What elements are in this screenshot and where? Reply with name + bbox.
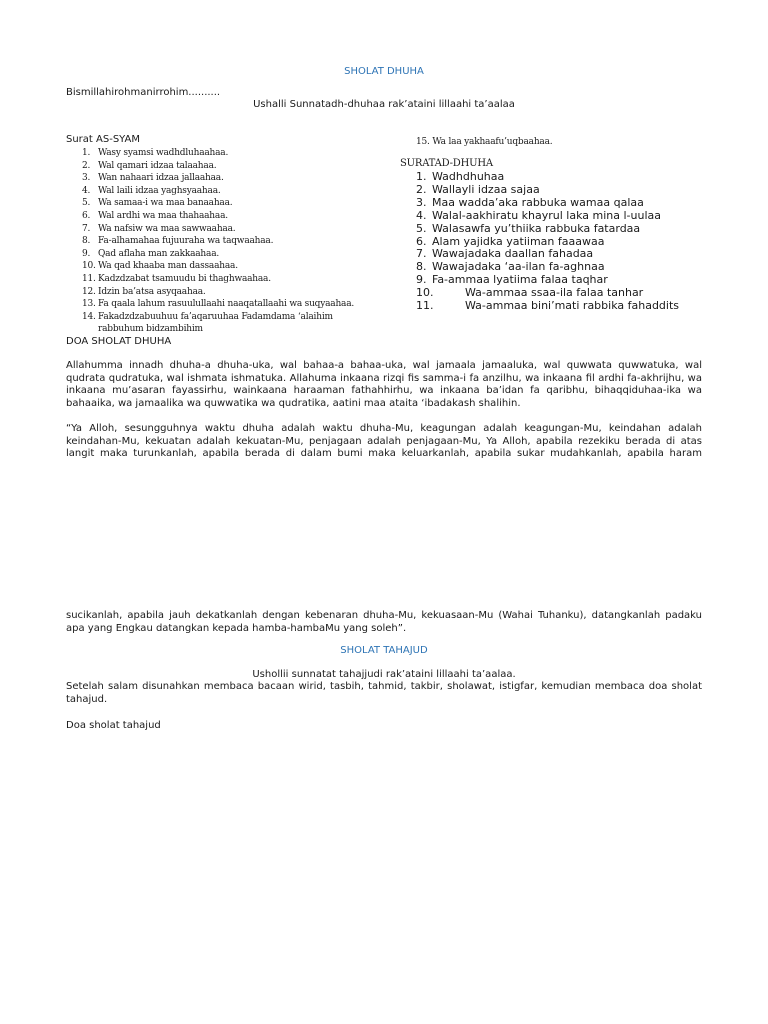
list-item: 1. Wasy syamsi wadhdluhaahaa. <box>82 148 229 158</box>
list-item: 10. Wa-ammaa ssaa-ila falaa tanhar <box>416 286 644 300</box>
page-title-sholat-dhuha: SHOLAT DHUHA <box>344 66 424 77</box>
doa-dhuha-translation-1: “Ya Alloh, sesungguhnya waktu dhuha adalah waktu dhuha-Mu, keagungan adalah keagungan-Mu, keindahan adalah keindahan-Mu, kekuatan adalah kekuatan-Mu, penjagaan adalah penjagaan-Mu, Ya Alloh, apabila rezekiku berada di atas langit maka turunkanlah, apabila berada di dalam bumi maka keluarkanlah, apabila sukar mudahkanlah, apabila haram <box>66 423 702 460</box>
list-item: 6. Wal ardhi wa maa thahaahaa. <box>82 210 228 221</box>
list-item: 4. Wal laili idzaa yaghsyaahaa. <box>82 185 221 196</box>
list-item: 11. Wa-ammaa bini’mati rabbika fahaddits <box>416 299 680 313</box>
list-item: 7. Wa nafsiw wa maa sawwaahaa. <box>82 223 236 234</box>
list-item: 10. Wa qad khaaba man dassaahaa. <box>82 261 238 272</box>
list-item: 3. Maa wadda’aka rabbuka wamaa qalaa <box>416 195 644 209</box>
list-item: 8. Wawajadaka ‘aa-ilan fa-aghnaa <box>416 260 605 274</box>
doa-dhuha-translation-2: sucikanlah, apabila jauh dekatkanlah dengan kebenaran dhuha-Mu, kekuasaan-Mu (Wahai Tuhanku), datangkanlah padaku apa yang Engkau datangkan kepada hamba-hambaMu yang soleh”. <box>66 610 702 634</box>
list-item: 14. Fakadzdzabuuhuu fa’aqaruuhaa Fadamdama ‘alaihim rabbuhum bidzambihim <box>82 311 333 335</box>
list-item: 7. Wawajadaka daallan fahadaa <box>416 247 594 261</box>
list-item: 9. Fa-ammaa lyatiima falaa taqhar <box>416 273 608 287</box>
surat-syam-item-15: 15. Wa laa yakhaafu’uqbaahaa. <box>416 137 553 147</box>
surat-dhuha-list <box>416 171 716 313</box>
list-item: 4. Walal-aakhiratu khayrul laka mina l-uulaa <box>416 208 661 222</box>
list-item: 9. Qad aflaha man zakkaahaa. <box>82 248 220 259</box>
section-title-sholat-tahajud: SHOLAT TAHAJUD <box>340 645 428 656</box>
list-item: 2. Wallayli idzaa sajaa <box>416 182 540 196</box>
niat-dhuha: Ushalli Sunnatadh-dhuhaa rak’ataini lillaahi ta’aalaa <box>253 99 515 110</box>
list-item: 8. Fa-alhamahaa fujuuraha wa taqwaahaa. <box>82 236 274 247</box>
doa-dhuha-title: DOA SHOLAT DHUHA <box>66 336 172 347</box>
niat-tahajud: Ushollii sunnatat tahajjudi rak’ataini lillaahi ta’aalaa. <box>252 669 516 680</box>
list-item: 6. Alam yajidka yatiiman faaawaa <box>416 234 605 248</box>
surat-syam-title: Surat AS-SYAM <box>66 134 140 145</box>
list-item: 5. Wa samaa-i wa maa banaahaa. <box>82 198 233 209</box>
surat-dhuha-title: SURATAD-DHUHA <box>400 158 493 169</box>
list-item: 5. Walasawfa yu’thiika rabbuka fatardaa <box>416 221 641 235</box>
list-item: 13. Fa qaala lahum rasuulullaahi naaqatallaahi wa suqyaahaa. <box>82 299 355 310</box>
list-item: 1. Wadhdhuhaa <box>416 170 505 183</box>
list-item: 3. Wan nahaari idzaa jallaahaa. <box>82 173 224 184</box>
list-item: 11. Kadzdzabat tsamuudu bi thaghwaahaa. <box>82 273 271 284</box>
doa-dhuha-text: Allahumma innadh dhuha-a dhuha-uka, wal bahaa-a bahaa-uka, wal jamaala jamaaluka, wal quwwata quwwatuka, wal qudrata qudratuka, wal ishmata ishmatuka. Allahuma inkaana rizqi fis samma-i fa anzilhu, wa inkaana fil ardhi fa-akhrijhu, wa inkaana mu’asaran fayassirhu, wainkaana haraaman fathahhirhu, wa inkaana ba’idan fa qaribhu, bihaqqiduhaa-ika wa bahaaika, wa jamaalika wa quwwatika wa qudratika, aatini maa ataita ‘ibadakash shalihin. <box>66 360 702 409</box>
surat-syam-list <box>82 147 362 336</box>
list-item: 12. Idzin ba’atsa asyqaahaa. <box>82 286 206 297</box>
list-item: 2. Wal qamari idzaa talaahaa. <box>82 160 217 171</box>
bismillah-text: Bismillahirohmanirrohim.......... <box>66 87 221 98</box>
doa-tahajud-title: Doa sholat tahajud <box>66 720 161 731</box>
tahajud-note: Setelah salam disunahkan membaca bacaan wirid, tasbih, tahmid, takbir, sholawat, istigfar, kemudian membaca doa sholat tahajud. <box>66 681 702 705</box>
